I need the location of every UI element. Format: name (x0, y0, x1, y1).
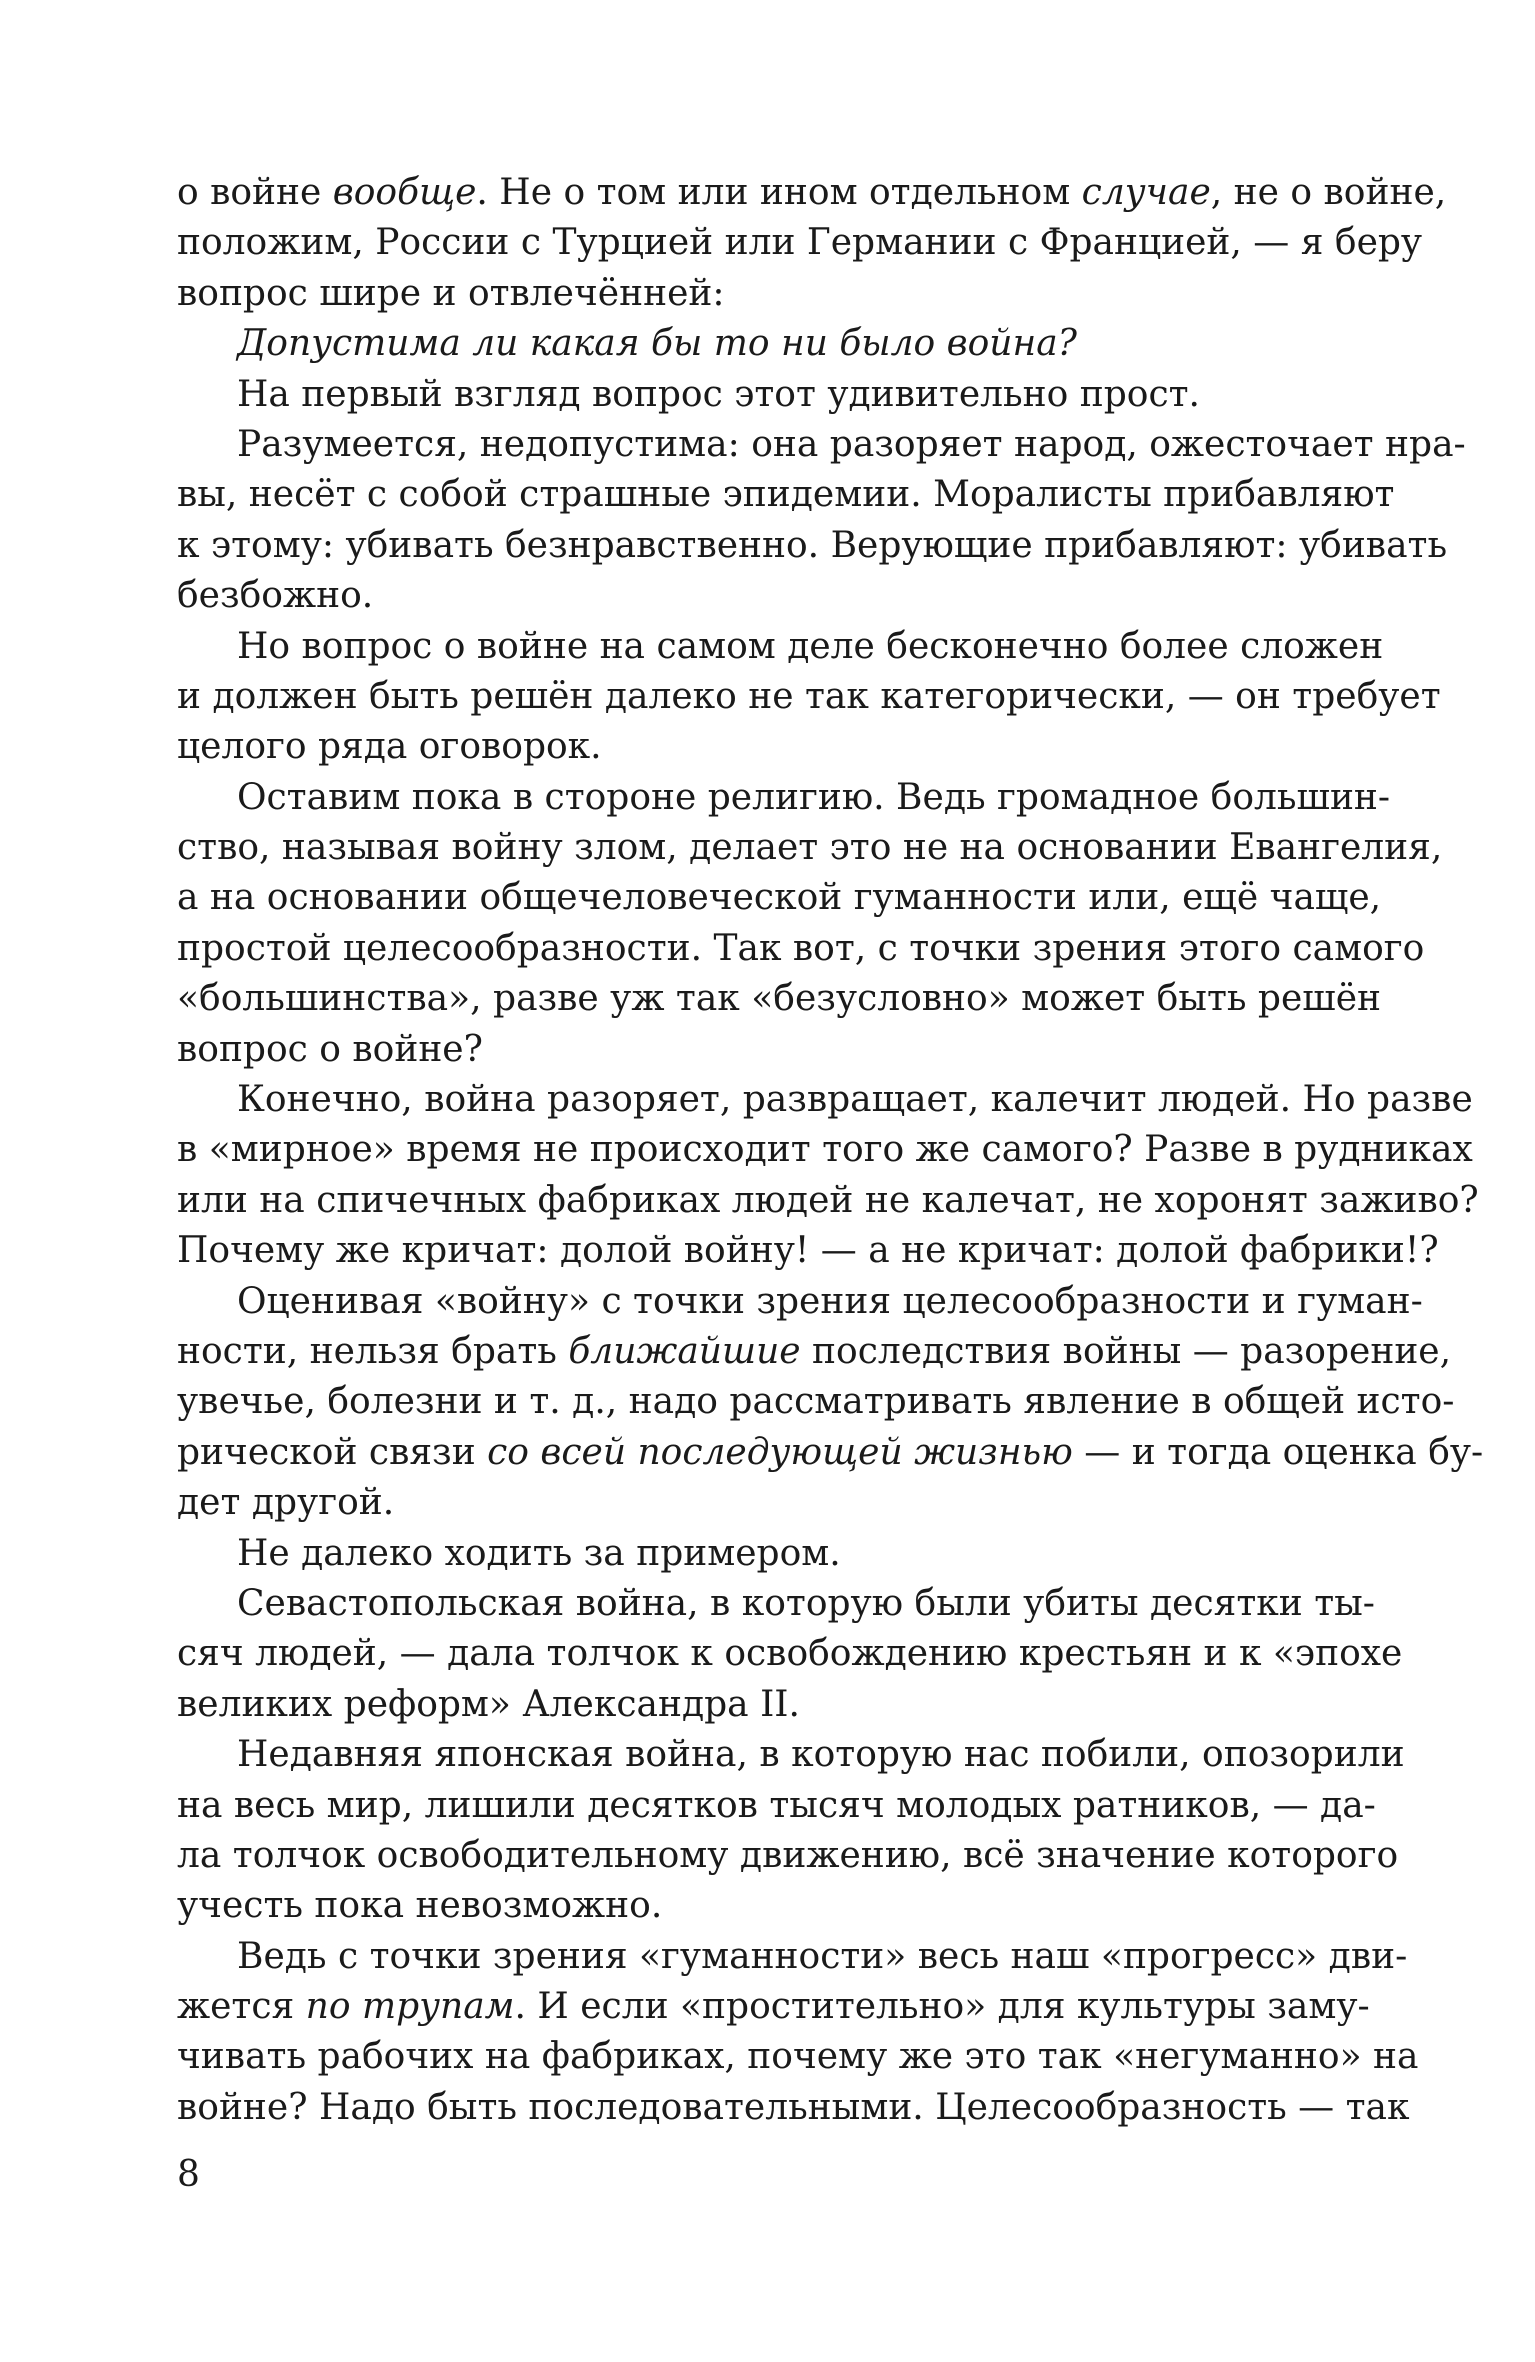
text-run: учесть пока невозможно. (177, 1885, 663, 1927)
text-run: войне? Надо быть последовательными. Целесообразность — так (177, 2086, 1410, 2128)
text-line (177, 722, 1363, 772)
text-line (177, 521, 1448, 571)
text-run: или на спичечных фабриках людей не калечат, не хоронят заживо? (177, 1179, 1479, 1221)
text-run: и должен быть решён далеко не так категорически, — он требует (177, 675, 1441, 717)
text-run: увечье, болезни и т. д., надо рассматривать явление в общей исто- (177, 1381, 1455, 1423)
text-run: «большинства», разве уж так «безусловно» может быть решён (177, 978, 1382, 1020)
text-line (177, 1629, 1403, 1679)
text-line (177, 1529, 1363, 1579)
italic-text: со всей последующей жизнью (487, 1431, 1073, 1473)
text-line (177, 1579, 1375, 1629)
text-line (177, 1277, 1423, 1327)
text-line (177, 1377, 1455, 1427)
text-line (177, 1428, 1484, 1478)
text-run: дет другой. (177, 1482, 395, 1524)
text-run: простой целесообразности. Так вот, с точки зрения этого самого (177, 927, 1425, 969)
text-run: вы, несёт с собой страшные эпидемии. Моралисты прибавляют (177, 474, 1395, 516)
italic-text: случае (1081, 172, 1211, 213)
text-run: , не о войне, (1210, 172, 1447, 213)
text-run: Конечно, война разоряет, развращает, калечит людей. Но разве (237, 1079, 1473, 1121)
text-line (177, 1327, 1452, 1377)
text-line (177, 924, 1425, 974)
text-line (177, 1226, 1439, 1276)
text-line (177, 1025, 1363, 1075)
text-line (177, 873, 1382, 923)
text-run: — и тогда оценка бу- (1072, 1431, 1484, 1473)
text-run: Не далеко ходить за примером. (237, 1532, 841, 1574)
text-run: ности, нельзя брать (177, 1330, 569, 1372)
italic-text: ближайшие (568, 1330, 801, 1372)
text-line (177, 1680, 1363, 1730)
text-run: великих реформ» Александра II. (177, 1683, 800, 1725)
text-run: в «мирное» время не происходит того же самого? Разве в рудниках (177, 1129, 1473, 1171)
text-run: целого ряда оговорок. (177, 726, 602, 768)
text-run: сяч людей, — дала толчок к освобождению крестьян и к «эпохе (177, 1633, 1403, 1675)
text-line (177, 1176, 1479, 1226)
text-run: рической связи (177, 1431, 488, 1473)
text-run: о войне (177, 172, 333, 213)
text-run: Ведь с точки зрения «гуманности» весь наш «прогресс» дви- (237, 1935, 1408, 1977)
text-line (177, 1982, 1370, 2032)
text-run: Разумеется, недопустима: она разоряет народ, ожесточает нра- (237, 423, 1466, 465)
text-run: . И если «простительно» для культуры заму- (514, 1986, 1370, 2028)
text-line (177, 370, 1363, 420)
italic-text: вообще (332, 172, 477, 213)
text-run: безбожно. (177, 575, 374, 617)
text-line (177, 974, 1382, 1024)
text-line (177, 1125, 1473, 1175)
text-run: последствия войны — разорение, (800, 1330, 1452, 1372)
text-line (177, 2032, 1419, 2082)
text-run: . Не о том или ином отдельном (476, 172, 1082, 213)
text-run: вопрос о войне? (177, 1028, 483, 1070)
text-line (177, 622, 1384, 672)
text-line (177, 470, 1395, 520)
text-line (177, 420, 1466, 470)
text-line (177, 269, 1363, 319)
text-line (177, 1932, 1408, 1982)
text-run: к этому: убивать безнравственно. Верующие прибавляют: убивать (177, 524, 1448, 566)
text-run: а на основании общечеловеческой гуманности или, ещё чаще, (177, 877, 1382, 919)
text-line (177, 823, 1443, 873)
body-text (177, 168, 1484, 2133)
text-run: На первый взгляд вопрос этот удивительно прост. (237, 373, 1200, 415)
text-run: Оставим пока в стороне религию. Ведь громадное большин- (237, 776, 1391, 818)
text-line (177, 319, 1363, 369)
text-run: Почему же кричат: долой войну! — а не кричат: долой фабрики!? (177, 1230, 1439, 1272)
text-run: Севастопольская война, в которую были убиты десятки ты- (237, 1582, 1375, 1624)
text-run: ла толчок освободительному движению, всё значение которого (177, 1834, 1399, 1876)
text-line (177, 1730, 1405, 1780)
text-line (177, 1781, 1376, 1831)
text-line (177, 218, 1423, 268)
italic-text: по трупам (305, 1986, 515, 2028)
text-line (177, 1478, 1363, 1528)
text-line (177, 1881, 1363, 1931)
text-run: вопрос шире и отвлечённей: (177, 272, 725, 314)
text-run: ство, называя войну злом, делает это не на основании Евангелия, (177, 827, 1443, 869)
text-run: жется (177, 1986, 306, 2028)
text-run: Оценивая «войну» с точки зрения целесообразности и гуман- (237, 1280, 1423, 1322)
text-line (177, 672, 1441, 722)
text-run: положим, России с Турцией или Германии с Францией, — я беру (177, 222, 1423, 264)
text-run: чивать рабочих на фабриках, почему же это так «негуманно» на (177, 2036, 1419, 2078)
italic-text: Допустима ли какая бы то ни было война? (237, 323, 1077, 365)
text-line (177, 1831, 1399, 1881)
text-line (177, 168, 1447, 218)
text-line (177, 1075, 1473, 1125)
page-number: 8 (177, 2154, 200, 2195)
text-run: на весь мир, лишили десятков тысяч молодых ратников, — да- (177, 1784, 1376, 1826)
text-line (177, 571, 1363, 621)
text-run: Недавняя японская война, в которую нас побили, опозорили (237, 1734, 1405, 1776)
text-line (177, 2083, 1410, 2133)
text-line (177, 773, 1391, 823)
text-run: Но вопрос о войне на самом деле бесконечно более сложен (237, 625, 1384, 667)
